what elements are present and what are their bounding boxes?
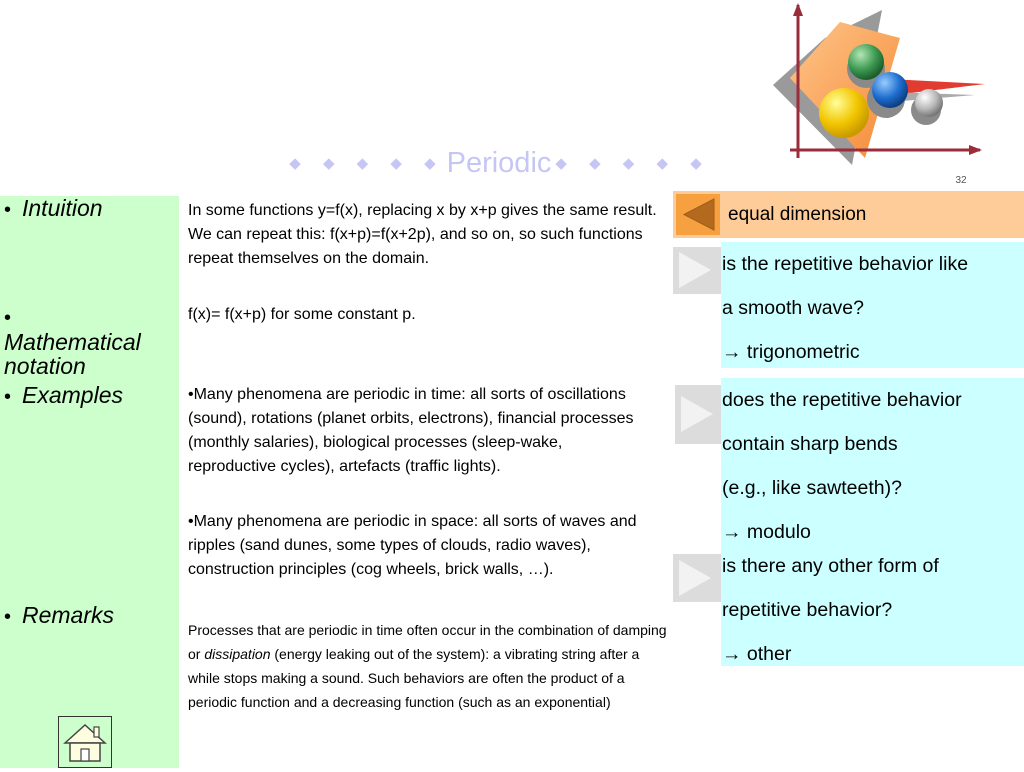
remarks-emphasis: dissipation [204,646,271,662]
option-trigonometric-button[interactable] [673,247,721,294]
topic-label: Intuition [22,195,103,221]
option-line: → trigonometric [722,341,860,363]
play-arrow-icon [679,560,711,596]
topic-intuition [4,196,103,222]
play-arrow-icon [681,396,713,432]
play-arrow-icon [679,252,711,288]
home-button[interactable] [58,716,112,768]
option-other[interactable] [721,544,1024,666]
page-number: 32 [955,175,967,186]
option-line: contain sharp bends [722,433,898,455]
bullet: • [4,386,12,408]
option-modulo[interactable] [721,378,1024,546]
intuition-text: In some functions y=f(x), replacing x by x+p gives the same result. We can repeat this: f(x+p)=f(x+2p), and so on, so such functions repeat themselves on the domain. [188,202,657,267]
option-line: is the repetitive behavior like [722,253,969,275]
option-line: is there any other form of [722,555,939,577]
option-line: (e.g., like sawteeth)? [722,477,902,499]
topic-label: Remarks [22,602,115,628]
topic-label: Examples [22,382,123,408]
back-label: equal dimension [728,204,867,225]
option-line: repetitive behavior? [722,599,893,621]
option-line: a smooth wave? [722,297,864,319]
remarks-text [188,618,674,714]
option-other-button[interactable] [673,554,721,602]
slide-title [290,146,710,180]
example-space-text: •Many phenomena are periodic in space: all sorts of waves and ripples (sand dunes, some types of clouds, radio waves), construction principles (cog wheels, brick walls, …). [188,513,637,578]
remarks-text-part: Processes that are periodic in time often occur in the combination of damping or [188,622,667,662]
topic-examples [4,383,123,409]
option-line: → other [722,643,792,665]
bullet: • [4,307,12,329]
back-button[interactable] [676,194,720,235]
option-line: does the repetitive behavior [722,389,962,411]
back-arrow-icon [676,194,720,235]
topic-label: Mathematical notation [4,329,141,379]
remarks-text-part: (energy leaking out of the system): a vibrating string after a while stops making a sound. Such behaviors are often the product of a periodic function and a decreasing function (such as an exponential) [188,646,640,710]
title-ornament-left: ◆ ◆ ◆ ◆ ◆ [289,155,445,172]
option-line: → modulo [722,521,811,543]
example-time-text: •Many phenomena are periodic in time: all sorts of oscillations (sound), rotations (planet orbits, electrons), financial processes (monthly salaries), biological processes (sleep-wake, reproductive cycles), artefacts (traffic lights). [188,386,634,475]
topic-column [0,196,179,768]
option-modulo-button[interactable] [675,385,723,444]
logo-graphic [770,0,1024,170]
title-text: Periodic [446,146,552,179]
option-trigonometric[interactable] [721,242,1024,368]
notation-text: f(x)= f(x+p) for some constant p. [188,306,416,323]
title-ornament-right: ◆ ◆ ◆ ◆ ◆ [555,155,711,172]
bullet: • [4,199,12,221]
bullet: • [4,606,12,628]
topic-mathematical-notation [4,304,179,378]
topic-remarks [4,603,114,629]
home-icon [59,717,111,767]
